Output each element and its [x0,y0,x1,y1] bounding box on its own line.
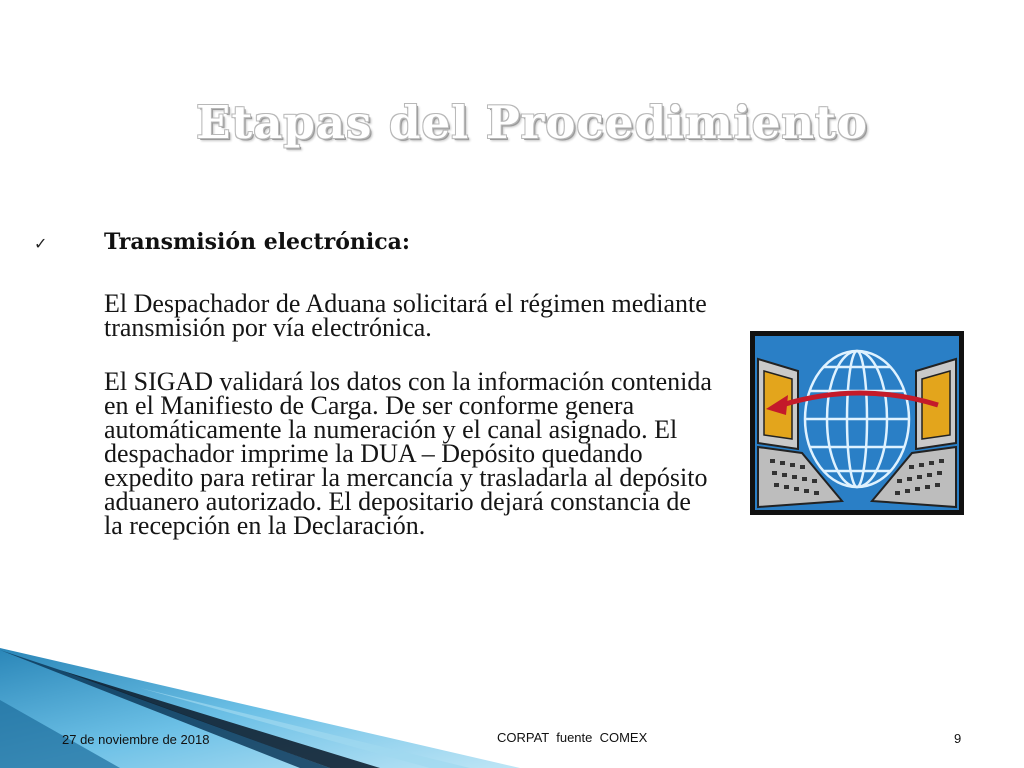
paragraph-2: El SIGAD validará los datos con la información contenida en el Manifiesto de Carga. De ser conforme genera automáticamente la numeración y el canal asignado. El despachador imprime la DUA – Depósito quedando expedito para retirar la mercancía y trasladarla al depósito aduanero autorizado. El depositario dejará constancia de la recepción en la Declaración. [104,367,712,540]
computers-globe-clipart [750,331,964,515]
footer-wave-decoration [0,640,1024,768]
slide-title: Etapas del Procedimiento [196,96,868,149]
checkmark-icon: ✓ [34,234,48,253]
footer-date: 27 de noviembre de 2018 [62,732,210,747]
paragraph-1: El Despachador de Aduana solicitará el régimen mediante transmisión por vía electrónica. [104,289,707,342]
page-number: 9 [954,731,962,746]
footer-source: CORPAT fuente COMEX [497,730,648,745]
bullet-heading: Transmisión electrónica: [104,229,411,255]
